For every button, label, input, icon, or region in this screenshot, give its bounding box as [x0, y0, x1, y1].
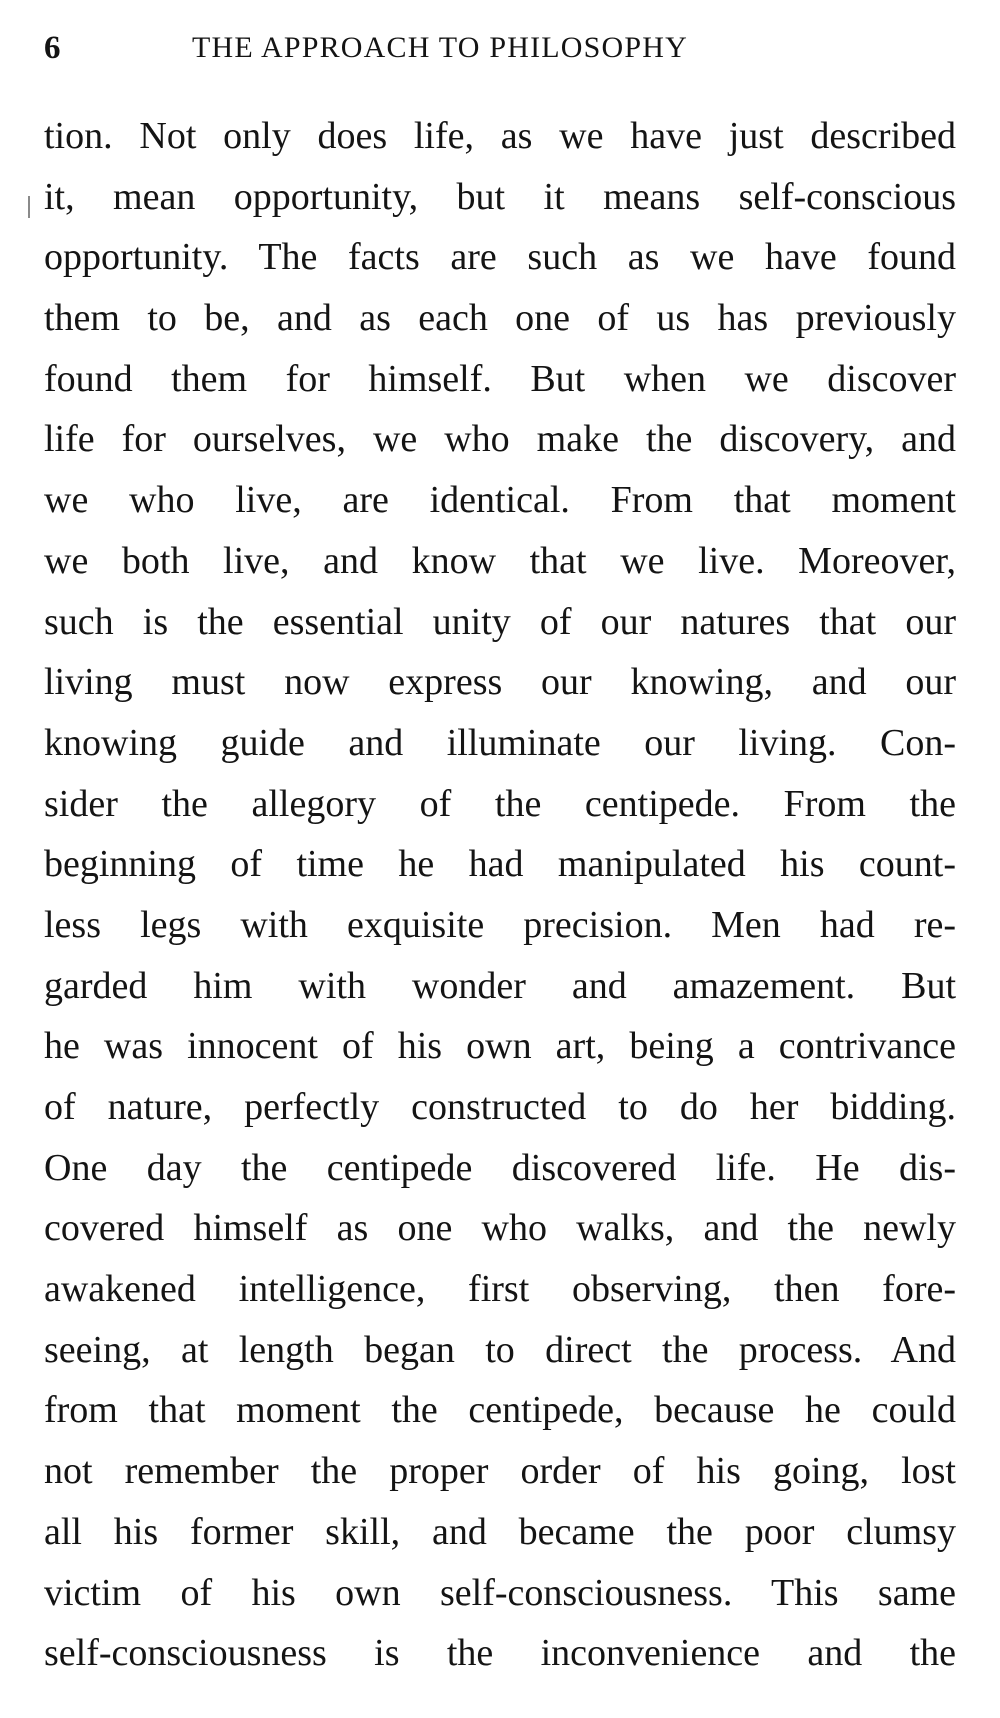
text-line: garded him with wonder and amazement. But: [44, 964, 956, 1007]
text-line: knowing guide and illuminate our living. Con-: [44, 721, 956, 764]
text-line: self-consciousness is the inconvenience and the: [44, 1632, 956, 1675]
text-line: covered himself as one who walks, and the newly: [44, 1207, 956, 1250]
text-line: less legs with exquisite precision. Men had re-: [44, 903, 956, 946]
running-title: THE APPROACH TO PHILOSOPHY: [192, 31, 689, 64]
text-line: we both live, and know that we live. Moreover,: [44, 539, 956, 582]
text-line: living must now express our knowing, and our: [44, 661, 956, 704]
text-line: them to be, and as each one of us has previously: [44, 297, 956, 340]
text-line: sider the allegory of the centipede. From the: [44, 782, 956, 825]
page-number: 6: [44, 30, 61, 66]
margin-speck: [28, 196, 30, 218]
text-line: of nature, perfectly constructed to do her bidding.: [44, 1086, 956, 1128]
text-line: such is the essential unity of our natures that our: [44, 600, 956, 643]
text-line: One day the centipede discovered life. He dis-: [44, 1146, 956, 1189]
text-line: we who live, are identical. From that moment: [44, 479, 956, 522]
text-line: victim of his own self-consciousness. This same: [44, 1571, 956, 1614]
body-text: [44, 106, 956, 1684]
text-line: all his former skill, and became the poor clumsy: [44, 1510, 956, 1553]
text-line: he was innocent of his own art, being a contrivance: [44, 1025, 956, 1068]
text-line: opportunity. The facts are such as we have found: [44, 236, 956, 279]
text-line: from that moment the centipede, because he could: [44, 1389, 956, 1432]
text-line: not remember the proper order of his going, lost: [44, 1450, 956, 1493]
text-line: life for ourselves, we who make the discovery, and: [44, 418, 956, 461]
text-line: seeing, at length began to direct the process. And: [44, 1328, 956, 1371]
text-line: beginning of time he had manipulated his count-: [44, 843, 956, 886]
text-line: tion. Not only does life, as we have just described: [44, 115, 956, 157]
text-line: it, mean opportunity, but it means self-conscious: [44, 175, 956, 218]
text-line: awakened intelligence, first observing, then fore-: [44, 1268, 956, 1311]
text-line: found them for himself. But when we discover: [44, 357, 956, 400]
running-head: [44, 22, 944, 72]
